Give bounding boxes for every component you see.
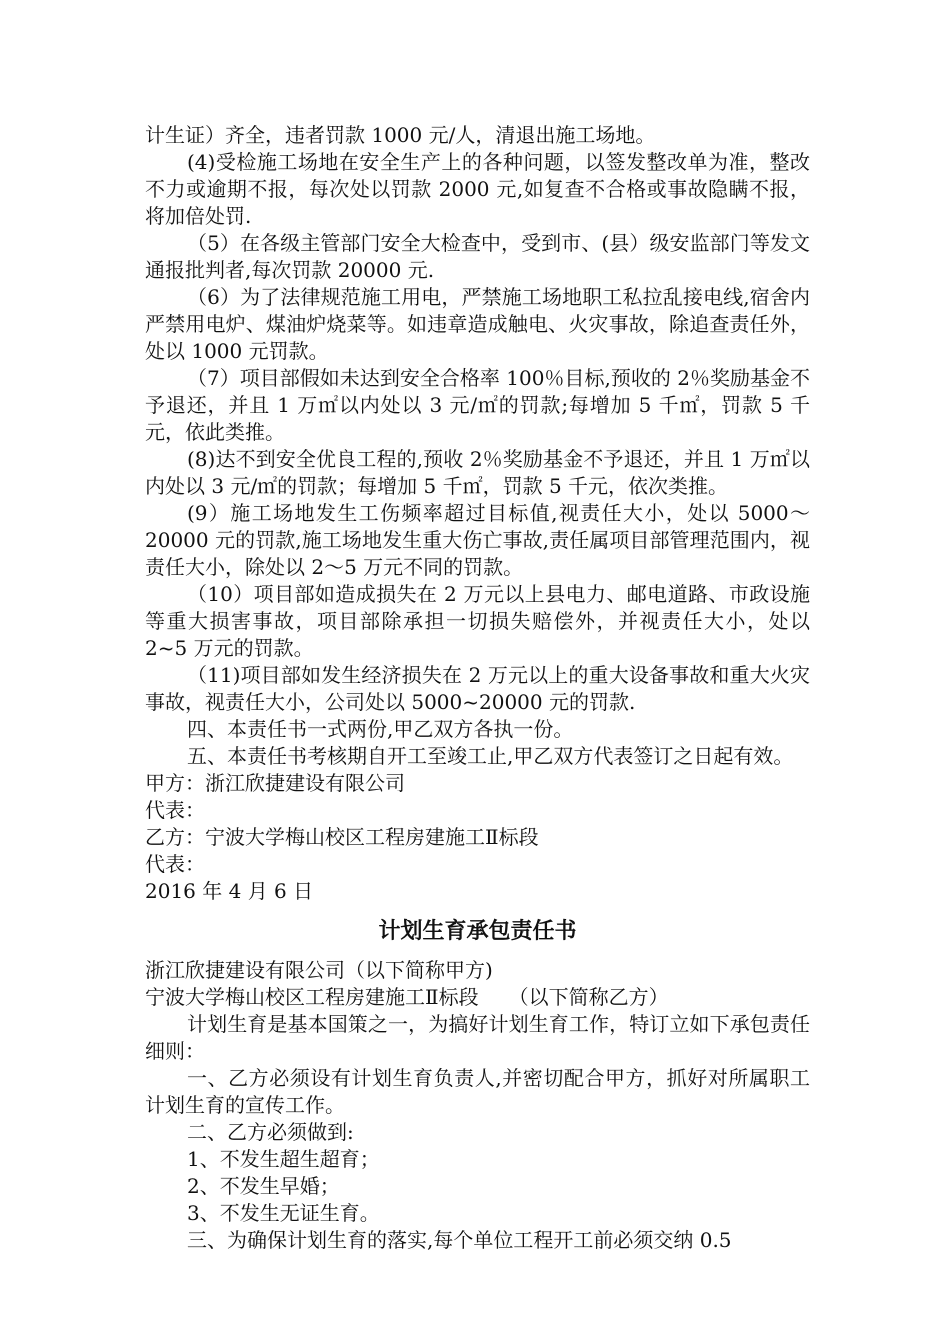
document-title: 计划生育承包责任书	[378, 919, 577, 944]
paragraph-item-9: (9）施工场地发生工伤频率超过目标值,视责任大小，处以 5000～20000 元的罚款,施工场地发生重大伤亡事故,责任属项目部管理范围内，视责任大小，除处以 2～5 万元不同的罚款。	[145, 501, 810, 579]
list-item: 2、不发生早婚；	[187, 1174, 340, 1198]
party-a-representative: 代表：	[145, 798, 205, 822]
paragraph-item-4: (4)受检施工场地在安全生产上的各种问题，以签发整改单为准，整改不力或逾期不报，每次处以罚款 2000 元,如复查不合格或事故隐瞒不报，将加倍处罚.	[145, 150, 810, 228]
document-page	[145, 122, 810, 1254]
intro-paragraph: 计划生育是基本国策之一，为搞好计划生育工作，特订立如下承包责任细则：	[145, 1012, 810, 1063]
paragraph-item-11: （11)项目部如发生经济损失在 2 万元以上的重大设备事故和重大火灾事故，视责任大小，公司处以 5000~20000 元的罚款.	[145, 663, 810, 714]
clause-2: 二、乙方必须做到:	[187, 1120, 354, 1144]
paragraph-continued: 计生证）齐全，违者罚款 1000 元/人，清退出施工场地。	[145, 123, 656, 147]
paragraph-item-10: （10）项目部如造成损失在 2 万元以上县电力、邮电道路、市政设施等重大损害事故，项目部除承担一切损失赔偿外，并视责任大小，处以 2~5 万元的罚款。	[145, 582, 810, 660]
paragraph-item-6: （6）为了法律规范施工用电，严禁施工场地职工私拉乱接电线,宿舍内严禁用电炉、煤油炉烧菜等。如违章造成触电、火灾事故，除追查责任外，处以 1000 元罚款。	[145, 285, 810, 363]
party-b-line: 宁波大学梅山校区工程房建施工Ⅱ标段 （以下简称乙方）	[145, 985, 669, 1009]
paragraph-item-5: （5）在各级主管部门安全大检查中，受到市、(县）级安监部门等发文通报批判者,每次罚款 20000 元.	[145, 231, 810, 282]
party-b-representative: 代表：	[145, 852, 205, 876]
party-a-line: 浙江欣捷建设有限公司（以下简称甲方)	[145, 958, 493, 982]
paragraph-clause-4: 四、本责任书一式两份,甲乙双方各执一份。	[187, 717, 574, 741]
list-item: 3、不发生无证生育。	[187, 1201, 380, 1225]
paragraph-item-8: (8)达不到安全优良工程的,预收 2％奖励基金不予退还，并且 1 万㎡以内处以 3 元/㎡的罚款；每增加 5 千㎡，罚款 5 千元，依次类推。	[145, 447, 810, 498]
clause-1: 一、乙方必须设有计划生育负责人,并密切配合甲方，抓好对所属职工计划生育的宣传工作。	[145, 1066, 810, 1117]
party-a-signature: 甲方：浙江欣捷建设有限公司	[145, 771, 405, 795]
paragraph-clause-5: 五、本责任书考核期自开工至竣工止,甲乙双方代表签订之日起有效。	[187, 744, 794, 768]
signing-date: 2016 年 4 月 6 日	[145, 879, 314, 903]
clause-3: 三、为确保计划生育的落实,每个单位工程开工前必须交纳 0.5	[187, 1228, 732, 1252]
party-b-signature: 乙方：宁波大学梅山校区工程房建施工Ⅱ标段	[145, 825, 539, 849]
paragraph-item-7: （7）项目部假如未达到安全合格率 100％目标,预收的 2％奖励基金不予退还，并且 1 万㎡以内处以 3 元/㎡的罚款;每增加 5 千㎡，罚款 5 千元，依此类推。	[145, 366, 810, 444]
list-item: 1、不发生超生超育；	[187, 1147, 380, 1171]
